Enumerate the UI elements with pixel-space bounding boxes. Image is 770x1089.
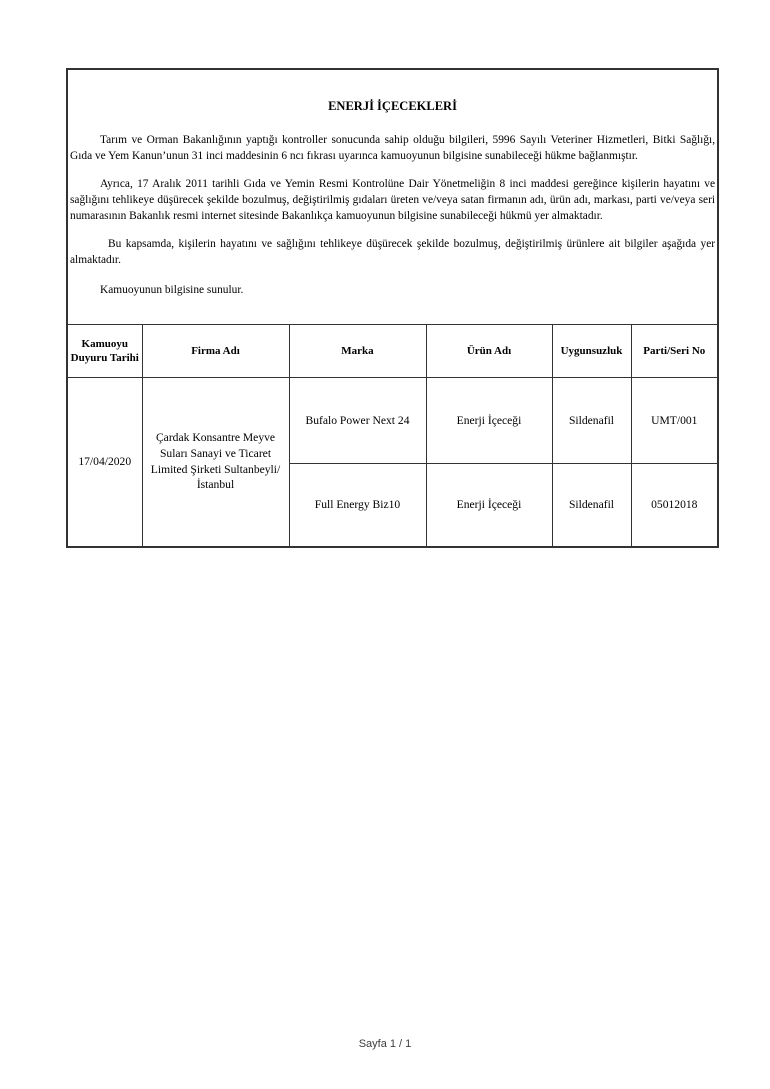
table-header-row bbox=[67, 325, 718, 378]
header-nonconformity: Uygunsuzluk bbox=[552, 325, 631, 378]
paragraph-closing: Kamuoyunun bilgisine sunulur. bbox=[100, 284, 244, 296]
cell-brand: Bufalo Power Next 24 bbox=[289, 378, 426, 464]
announcement-table bbox=[66, 68, 719, 548]
paragraph-scope: Bu kapsamda, kişilerin hayatını ve sağlığını tehlikeye düşürecek şekilde bozulmuş, değiştirilmiş ürünlere ait bilgiler aşağıda yer almaktadır. bbox=[70, 238, 716, 266]
cell-company-name: Çardak Konsantre Meyve Suları Sanayi ve Ticaret Limited Şirketi Sultanbeyli/İstanbul bbox=[142, 378, 289, 547]
text-block-row bbox=[67, 69, 718, 325]
cell-product-name: Enerji İçeceği bbox=[426, 464, 552, 547]
header-product-name: Ürün Adı bbox=[426, 325, 552, 378]
cell-batch-serial-no: UMT/001 bbox=[631, 378, 718, 464]
cell-nonconformity: Sildenafil bbox=[552, 378, 631, 464]
header-batch-serial-no: Parti/Seri No bbox=[631, 325, 718, 378]
cell-brand: Full Energy Biz10 bbox=[289, 464, 426, 547]
page-number-label: Sayfa 1 / 1 bbox=[358, 1038, 412, 1050]
table-row bbox=[67, 378, 718, 464]
header-announcement-date: Kamuoyu Duyuru Tarihi bbox=[67, 325, 142, 378]
cell-nonconformity: Sildenafil bbox=[552, 464, 631, 547]
cell-announcement-date: 17/04/2020 bbox=[67, 378, 142, 547]
cell-batch-serial-no: 05012018 bbox=[631, 464, 718, 547]
document-title: ENERJİ İÇECEKLERİ bbox=[328, 99, 457, 113]
paragraph-regulation: Ayrıca, 17 Aralık 2011 tarihli Gıda ve Yemin Resmi Kontrolüne Dair Yönetmeliğin 8 inci maddesi gereğince kişilerin hayatını ve sağlığını tehlikeye düşürecek şekilde bozulmuş, değiştirilmiş gıdaları üreten ve/veya satan firmanın adı, ürün adı, markası, parti ve/veya seri numarasının Bakanlık resmi internet sitesinde Bakanlıkça kamuoyunun bilgisine sunabileceği hükmü yer almaktadır. bbox=[70, 178, 716, 222]
text-block-cell bbox=[67, 69, 718, 325]
cell-product-name: Enerji İçeceği bbox=[426, 378, 552, 464]
header-company-name: Firma Adı bbox=[142, 325, 289, 378]
header-brand: Marka bbox=[289, 325, 426, 378]
paragraph-legal-basis: Tarım ve Orman Bakanlığının yaptığı kontroller sonucunda sahip olduğu bilgileri, 5996 Sayılı Veteriner Hizmetleri, Bitki Sağlığı, Gıda ve Yem Kanun’unun 31 inci maddesinin 6 ncı fıkrası uyarınca kamuoyunun bilgisine sunabileceği hükme bağlanmıştır. bbox=[70, 134, 716, 162]
